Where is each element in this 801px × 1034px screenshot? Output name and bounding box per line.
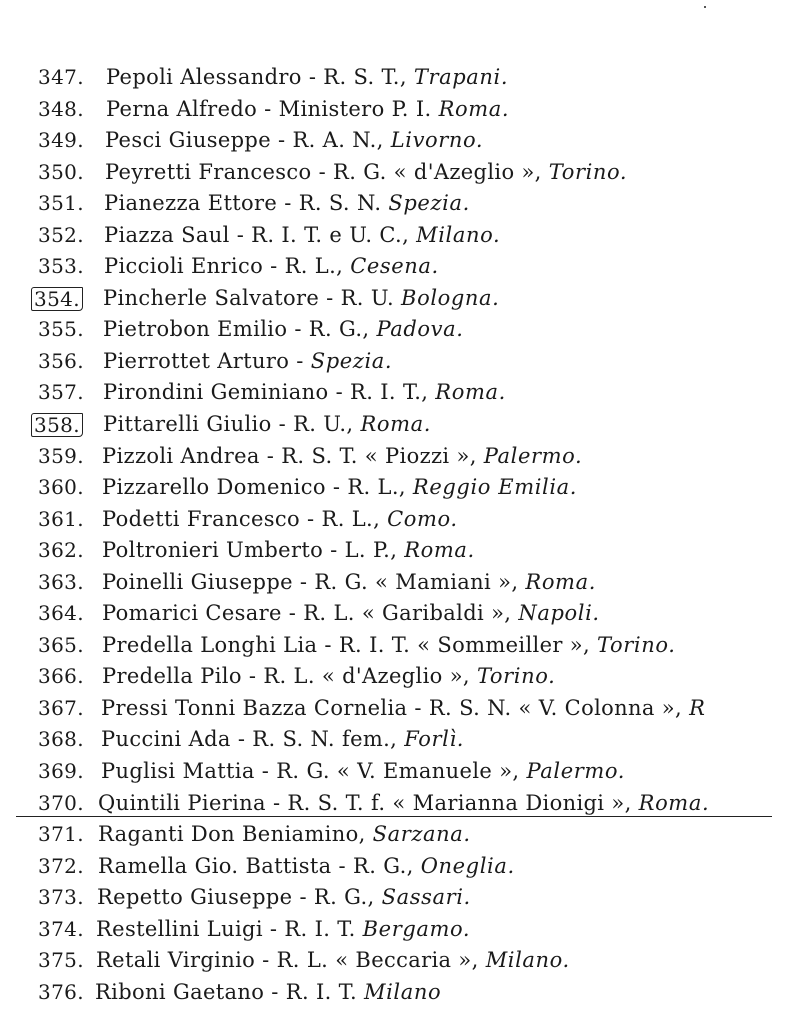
list-item (0, 788, 801, 820)
list-item (0, 819, 801, 851)
entry-text (102, 441, 582, 473)
entry-name-institution: Retali Virginio - R. L. « Beccaria », (96, 948, 479, 973)
entry-number: 372. (38, 853, 84, 878)
entry-number: 373. (38, 885, 84, 910)
list-item (0, 693, 801, 725)
list-item (0, 346, 801, 378)
entry-text (102, 567, 596, 599)
list-item (0, 914, 801, 946)
entry-number: 366. (38, 664, 84, 689)
list-item (0, 724, 801, 756)
entry-number: 369. (38, 759, 84, 784)
entry-text (102, 661, 555, 693)
list-item (0, 630, 801, 662)
entry-name-institution: Pizzoli Andrea - R. S. T. « Piozzi », (102, 443, 477, 468)
entry-number: 360. (38, 475, 84, 500)
entry-city: Sarzana. (372, 822, 471, 847)
entry-number: 357. (38, 380, 84, 405)
entry-text (103, 346, 392, 378)
boxed-entry-number: 354. (31, 287, 83, 311)
entry-number: 348. (38, 96, 84, 121)
entry-city: Trapani. (413, 65, 509, 89)
entry-city: Bergamo. (362, 916, 471, 941)
entry-text (103, 314, 464, 346)
entry-city: Roma. (404, 538, 475, 563)
entry-number: 362. (38, 538, 84, 563)
entry-text (101, 724, 464, 756)
entry-city: Roma. (638, 790, 710, 815)
entry-city: Reggio Emilia. (412, 475, 578, 500)
list-item (0, 945, 801, 977)
list-item (0, 472, 801, 504)
list-item (0, 756, 801, 788)
list-item (0, 157, 801, 189)
entry-city: Palermo. (526, 759, 626, 784)
entry-name-institution: Pianezza Ettore - R. S. N. (104, 191, 382, 216)
entry-number: 376. (38, 979, 84, 1004)
list-item (0, 882, 801, 914)
entry-city: Roma. (438, 96, 510, 121)
entry-number: 370. (38, 790, 84, 815)
entry-name-institution: Peyretti Francesco - R. G. « d'Azeglio », (105, 159, 542, 184)
entry-number: 347. (38, 65, 84, 89)
entry-text (103, 409, 431, 441)
list-item (0, 598, 801, 630)
scan-speck (704, 6, 706, 8)
entry-text (96, 945, 570, 977)
entry-number: 367. (38, 695, 84, 720)
entry-text (105, 125, 483, 157)
entry-city: Padova. (376, 317, 464, 342)
entry-city: Cesena. (350, 254, 439, 279)
entry-text (101, 756, 625, 788)
list-item (0, 314, 801, 346)
entry-name-institution: Predella Longhi Lia - R. I. T. « Sommeiller », (102, 632, 590, 657)
entry-text (97, 882, 471, 914)
entry-number: 368. (38, 727, 84, 752)
entry-number: 356. (38, 348, 84, 373)
list-item (0, 220, 801, 252)
entry-city: Roma. (525, 569, 596, 594)
entry-number: 363. (38, 569, 84, 594)
entry-number: 353. (38, 254, 84, 279)
entry-text (101, 693, 705, 725)
entry-city: Palermo. (483, 443, 583, 468)
entry-name-institution: Pietrobon Emilio - R. G., (103, 317, 370, 342)
entry-name-institution: Pizzarello Domenico - R. L., (102, 475, 406, 500)
entry-number: 350. (38, 159, 84, 184)
entry-text (98, 788, 709, 820)
entry-city: Forlì. (404, 727, 465, 752)
list-item (0, 125, 801, 157)
entry-number: 359. (38, 443, 84, 468)
entry-name-institution: Riboni Gaetano - R. I. T. (95, 979, 357, 1004)
entry-text (106, 94, 509, 126)
entry-number: 364. (38, 601, 84, 626)
entry-text (98, 819, 471, 851)
list-item (0, 251, 801, 283)
entry-city: Bologna. (401, 285, 500, 310)
entry-text (103, 377, 506, 409)
list-item (0, 409, 801, 441)
entry-text (102, 630, 675, 662)
entry-city: Milano (364, 979, 442, 1004)
list-item (0, 504, 801, 536)
entry-name-institution: Pepoli Alessandro - R. S. T., (106, 65, 407, 89)
list-item (0, 977, 801, 1009)
entry-city: Torino. (548, 159, 628, 184)
entry-number: 352. (38, 222, 84, 247)
entry-name-institution: Pomarici Cesare - R. L. « Garibaldi », (102, 601, 512, 626)
entry-city: Sassari. (381, 885, 471, 910)
entry-text (106, 62, 508, 94)
entry-name-institution: Ramella Gio. Battista - R. G., (98, 853, 414, 878)
list-item (0, 535, 801, 567)
entry-name-institution: Pressi Tonni Bazza Cornelia - R. S. N. « V. Colonna », (101, 695, 683, 720)
entry-name-institution: Pittarelli Giulio - R. U., (103, 412, 354, 437)
entry-name-institution: Puccini Ada - R. S. N. fem., (101, 727, 398, 752)
entry-text (104, 251, 439, 283)
entry-number: 371. (38, 822, 84, 847)
entry-name-institution: Repetto Giuseppe - R. G., (97, 885, 375, 910)
entry-text (95, 977, 441, 1009)
list-item (0, 188, 801, 220)
list-item (0, 567, 801, 599)
entry-name-institution: Raganti Don Beniamino, (98, 822, 366, 847)
entry-name-institution: Predella Pilo - R. L. « d'Azeglio », (102, 664, 470, 689)
entry-name-institution: Podetti Francesco - R. L., (102, 506, 381, 531)
entry-name-institution: Poltronieri Umberto - L. P., (102, 538, 398, 563)
entry-name-institution: Pesci Giuseppe - R. A. N., (105, 128, 384, 153)
entry-name-institution: Poinelli Giuseppe - R. G. « Mamiani », (102, 569, 519, 594)
entry-city: Napoli. (518, 601, 600, 626)
entry-city: Spezia. (388, 191, 470, 216)
list-item (0, 377, 801, 409)
entry-number: 365. (38, 632, 84, 657)
entry-number: 355. (38, 317, 84, 342)
entry-city: Oneglia. (420, 853, 515, 878)
entry-number: 374. (38, 916, 84, 941)
entry-number: 375. (38, 948, 84, 973)
entry-text (104, 220, 500, 252)
entry-text (103, 283, 499, 315)
entry-text (102, 598, 600, 630)
entry-city: Torino. (597, 632, 676, 657)
entry-name-institution: Pirondini Geminiano - R. I. T., (103, 380, 429, 405)
entry-name-institution: Quintili Pierina - R. S. T. f. « Marianna Dionigi », (98, 790, 632, 815)
entry-name-institution: Piccioli Enrico - R. L., (104, 254, 344, 279)
entry-name-institution: Pierrottet Arturo - (103, 348, 304, 373)
entry-text (102, 504, 458, 536)
entry-text (104, 188, 470, 220)
entry-list (0, 62, 801, 1008)
entry-text (105, 157, 627, 189)
list-item (0, 441, 801, 473)
list-item (0, 851, 801, 883)
entry-text (102, 535, 475, 567)
entry-city: Milano. (485, 948, 570, 973)
list-item (0, 661, 801, 693)
entry-name-institution: Perna Alfredo - Ministero P. I. (106, 96, 432, 121)
list-item (0, 283, 801, 315)
entry-number: 361. (38, 506, 84, 531)
entry-city: Roma. (360, 412, 432, 437)
list-item (0, 62, 801, 94)
boxed-entry-number: 358. (31, 413, 83, 437)
entry-name-institution: Restellini Luigi - R. I. T. (96, 916, 356, 941)
entry-name-institution: Piazza Saul - R. I. T. e U. C., (104, 222, 410, 247)
entry-text (96, 914, 470, 946)
entry-city: Spezia. (310, 348, 393, 373)
entry-text (102, 472, 577, 504)
entry-number: 349. (38, 128, 84, 153)
entry-city: Milano. (416, 222, 501, 247)
entry-city: Torino. (476, 664, 556, 689)
entry-name-institution: Puglisi Mattia - R. G. « V. Emanuele », (101, 759, 520, 784)
list-item (0, 94, 801, 126)
entry-city: R (689, 695, 706, 720)
entry-text (98, 851, 515, 883)
entry-city: Livorno. (390, 128, 484, 153)
entry-city: Como. (387, 506, 458, 531)
entry-name-institution: Pincherle Salvatore - R. U. (103, 285, 395, 310)
entry-number: 351. (38, 191, 84, 216)
entry-city: Roma. (435, 380, 506, 405)
